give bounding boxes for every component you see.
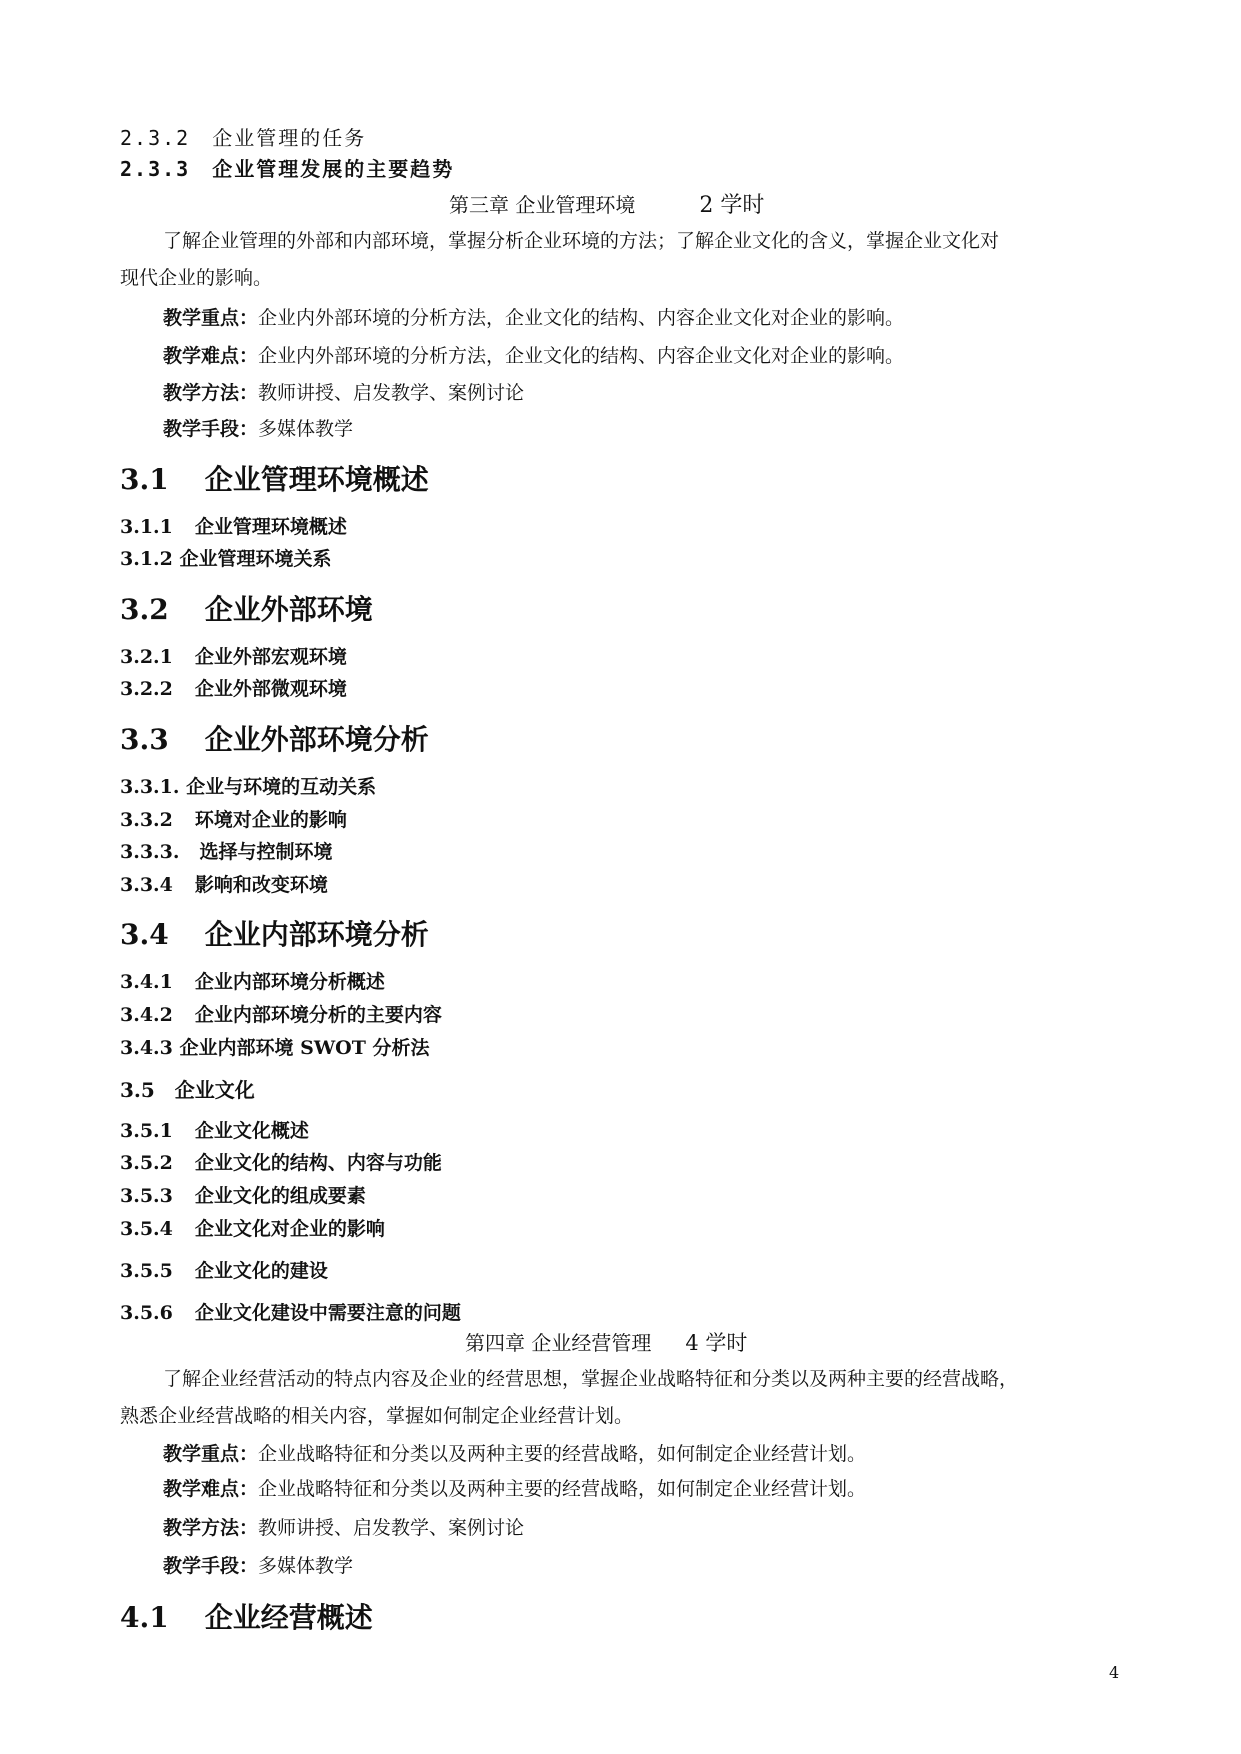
chapter-3-heading [449,188,764,219]
section-number: 3.5.6 [120,1302,173,1324]
heading-3-3-3 [120,837,333,864]
section-title: 企业管理的任务 [212,126,367,150]
heading-3-5-3 [120,1181,366,1208]
section-title: 企业文化的结构、内容与功能 [194,1152,442,1174]
section-title: 企业文化 [174,1078,255,1102]
teaching-focus-label: 教学重点： [163,307,259,329]
section-number: 3.3 [120,723,169,756]
chapter-4-heading [465,1327,747,1357]
heading-3-2-1 [120,642,347,669]
section-title: 企业文化概述 [194,1120,309,1142]
teaching-difficulty [163,341,904,368]
section-title: 企业文化对企业的影响 [194,1218,385,1240]
heading-3-3-4 [120,870,328,897]
heading-3-1-1 [120,512,347,539]
teaching-means-text: 多媒体教学 [258,1555,354,1577]
heading-3-4-3: 3.4.3 企业内部环境 SWOT 分析法 [120,1037,430,1059]
section-number: 3.3.4 [120,874,173,896]
teaching-method-label: 教学方法： [163,1517,259,1539]
section-number: 3.1.1 [120,516,173,538]
section-number: 3.2.2 [120,678,173,700]
section-title: 企业内部环境分析的主要内容 [194,1004,442,1026]
heading-3-3-2 [120,805,347,832]
teaching-difficulty-text: 企业内外部环境的分析方法，企业文化的结构、内容企业文化对企业的影响。 [258,345,905,367]
ch4-teaching-focus [163,1439,866,1466]
heading-3-5-5 [120,1256,328,1283]
chapter-hours: 4 学时 [685,1331,748,1355]
teaching-means-label: 教学手段： [163,418,259,440]
chapter-3-intro-line-2: 现代企业的影响。 [120,267,273,289]
heading-3-2-2 [120,674,347,701]
heading-2-3-3 [120,153,454,182]
section-number: 3.2 [120,593,169,626]
teaching-focus-text: 企业内外部环境的分析方法，企业文化的结构、内容企业文化对企业的影响。 [258,307,905,329]
heading-3-3 [120,718,429,758]
heading-3-5-2 [120,1148,442,1175]
ch4-teaching-method [163,1513,524,1540]
heading-3-5-1 [120,1116,309,1143]
chapter-4-intro-line-1: 了解企业经营活动的特点内容及企业的经营思想，掌握企业战略特征和分类以及两种主要的经营战略， [163,1368,1019,1390]
ch4-teaching-means [163,1551,353,1578]
heading-3-4-1 [120,967,385,994]
ch4-teaching-difficulty [163,1474,866,1501]
teaching-difficulty-label: 教学难点： [163,1478,259,1500]
section-number: 2.3.2 [120,126,191,150]
section-title: 企业经营概述 [204,1601,373,1634]
section-title: 企业外部环境分析 [204,723,429,756]
section-title: 企业外部微观环境 [194,678,347,700]
teaching-method-text: 教师讲授、启发教学、案例讨论 [258,382,525,404]
chapter-title: 第三章 企业管理环境 [449,193,636,217]
teaching-difficulty-label: 教学难点： [163,345,259,367]
section-number: 3.3.2 [120,809,173,831]
section-number: 3.4.1 [120,971,173,993]
heading-3-5 [120,1074,255,1103]
section-number: 2.3.3 [120,157,191,181]
section-number: 3.5.2 [120,1152,173,1174]
section-number: 3.5.3 [120,1185,173,1207]
section-number: 3.5.1 [120,1120,173,1142]
teaching-focus-text: 企业战略特征和分类以及两种主要的经营战略，如何制定企业经营计划。 [258,1443,867,1465]
heading-3-3-1: 3.3.1. 企业与环境的互动关系 [120,776,377,798]
chapter-title: 第四章 企业经营管理 [465,1331,652,1355]
section-number: 3.5.5 [120,1260,173,1282]
section-number: 4.1 [120,1601,169,1634]
teaching-difficulty-text: 企业战略特征和分类以及两种主要的经营战略，如何制定企业经营计划。 [258,1478,867,1500]
heading-4-1 [120,1596,373,1636]
section-number: 3.5.4 [120,1218,173,1240]
heading-3-1 [120,458,429,498]
section-title: 企业外部宏观环境 [194,646,347,668]
section-title: 企业文化建设中需要注意的问题 [194,1302,461,1324]
section-number: 3.3.3. [120,841,180,863]
section-number: 3.4 [120,918,169,951]
section-title: 企业内部环境分析概述 [194,971,385,993]
teaching-means-text: 多媒体教学 [258,418,354,440]
heading-3-5-4 [120,1214,385,1241]
section-title: 环境对企业的影响 [194,809,347,831]
teaching-means-label: 教学手段： [163,1555,259,1577]
section-number: 3.1 [120,463,169,496]
section-title: 影响和改变环境 [194,874,328,896]
chapter-hours: 2 学时 [699,193,765,218]
heading-3-5-6 [120,1298,461,1325]
heading-3-4-2 [120,1000,442,1027]
heading-3-4 [120,913,429,953]
section-title: 企业外部环境 [204,593,373,626]
teaching-focus-label: 教学重点： [163,1443,259,1465]
heading-3-1-2: 3.1.2 企业管理环境关系 [120,548,332,570]
section-title: 企业管理发展的主要趋势 [212,157,455,181]
section-title: 企业管理环境概述 [194,516,347,538]
teaching-focus [163,303,904,330]
section-title: 选择与控制环境 [199,841,333,863]
teaching-method-text: 教师讲授、启发教学、案例讨论 [258,1517,525,1539]
teaching-method-label: 教学方法： [163,382,259,404]
section-number: 3.5 [120,1078,155,1102]
teaching-method [163,378,524,405]
section-number: 3.2.1 [120,646,173,668]
chapter-4-intro-line-2: 熟悉企业经营战略的相关内容，掌握如何制定企业经营计划。 [120,1405,634,1427]
section-title: 企业管理环境概述 [204,463,429,496]
section-title: 企业内部环境分析 [204,918,429,951]
teaching-means [163,414,353,441]
chapter-3-intro-line-1: 了解企业管理的外部和内部环境，掌握分析企业环境的方法；了解企业文化的含义，掌握企业文化对 [163,230,1000,252]
heading-2-3-2 [120,122,366,151]
section-title: 企业文化的组成要素 [194,1185,366,1207]
section-number: 3.4.2 [120,1004,173,1026]
section-title: 企业文化的建设 [194,1260,328,1282]
heading-3-2 [120,588,373,628]
page-number: 4 [1109,1663,1120,1682]
